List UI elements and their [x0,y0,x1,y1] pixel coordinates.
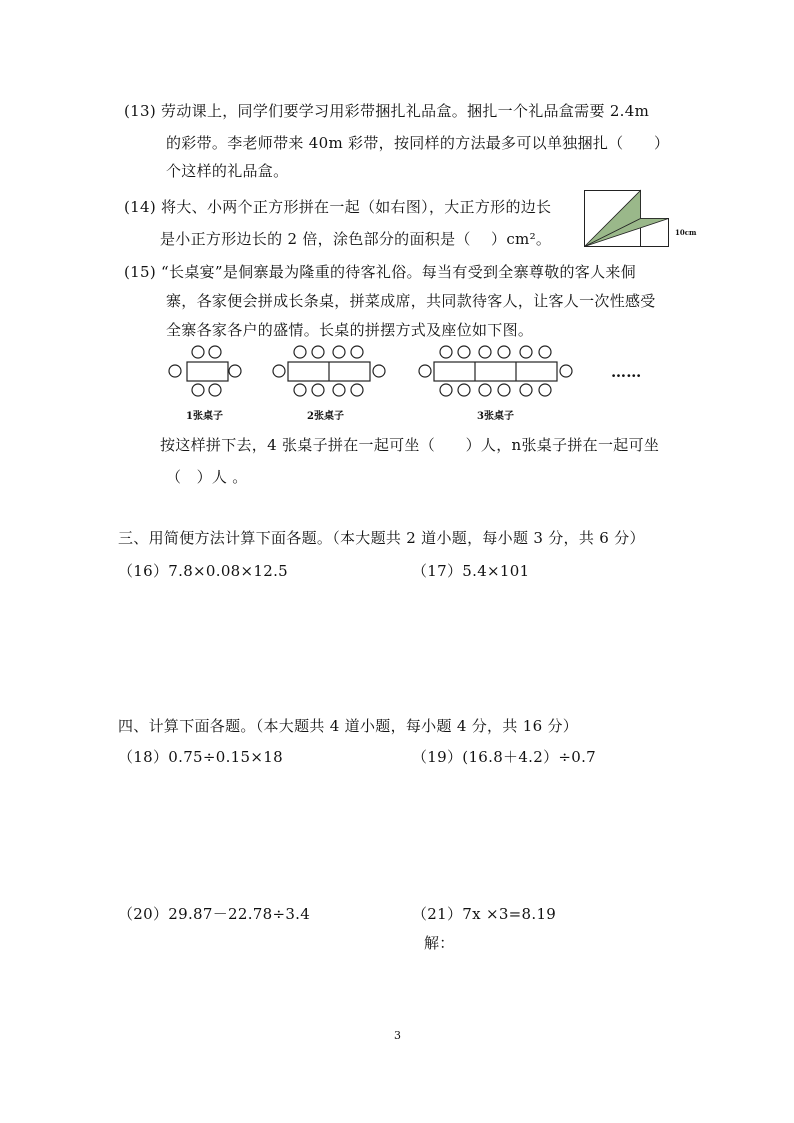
section-4-heading: 四、计算下面各题。（本大题共 4 道小题，每小题 4 分，共 16 分） [118,717,579,735]
q18: （18）0.75÷0.15×18 [118,748,283,766]
q15-line-3: 全寨各家各户的盛情。长桌的拼摆方式及座位如下图。 [166,321,534,339]
q20: （20）29.87－22.78÷3.4 [118,905,311,923]
page-number: 3 [394,1029,401,1042]
q21-jie-label: 解： [424,934,455,952]
q15-line-2: 寨，各家便会拼成长条桌，拼菜成席，共同款待客人，让客人一次性感受 [166,292,656,310]
q16: （16）7.8×0.08×12.5 [118,562,288,580]
caption-1-table: 1张桌子 [186,411,223,422]
q15-line-1: (15) “长桌宴”是侗寨最为隆重的待客礼俗。每当有受到全寨尊敬的客人来侗 [124,263,636,281]
q13-line-3: 个这样的礼品盒。 [166,162,289,180]
q13-line-1: (13) 劳动课上，同学们要学习用彩带捆扎礼品盒。捆扎一个礼品盒需要 2.4m [124,102,650,120]
q15-line-5: （ ）人 。 [166,468,248,486]
q14-line-2: 是小正方形边长的 2 倍，涂色部分的面积是（ ）cm²。 [160,230,552,248]
section-3-heading: 三、用简便方法计算下面各题。（本大题共 2 道小题，每小题 3 分，共 6 分） [118,529,645,547]
table-figure-1 [165,344,245,400]
q14-line-1: (14) 将大、小两个正方形拼在一起（如右图），大正方形的边长 [124,198,552,216]
q14-square-figure [584,190,697,250]
q15-line-4: 按这样拼下去，4 张桌子拼在一起可坐（ ）人，n张桌子拼在一起可坐 [160,436,660,454]
caption-2-tables: 2张桌子 [307,411,344,422]
q21: （21）7x ×3=8.19 [412,905,557,923]
q19: （19）(16.8＋4.2）÷0.7 [412,748,597,766]
caption-3-tables: 3张桌子 [477,411,514,422]
table-figure-3 [416,344,578,400]
table-figure-ellipsis: …… [611,363,642,381]
table-figure-2 [270,344,392,400]
q13-line-2: 的彩带。李老师带来 40m 彩带，按同样的方法最多可以单独捆扎（ ） [166,134,670,152]
q17: （17）5.4×101 [412,562,530,580]
q14-figure-label: 10cm [675,228,697,237]
